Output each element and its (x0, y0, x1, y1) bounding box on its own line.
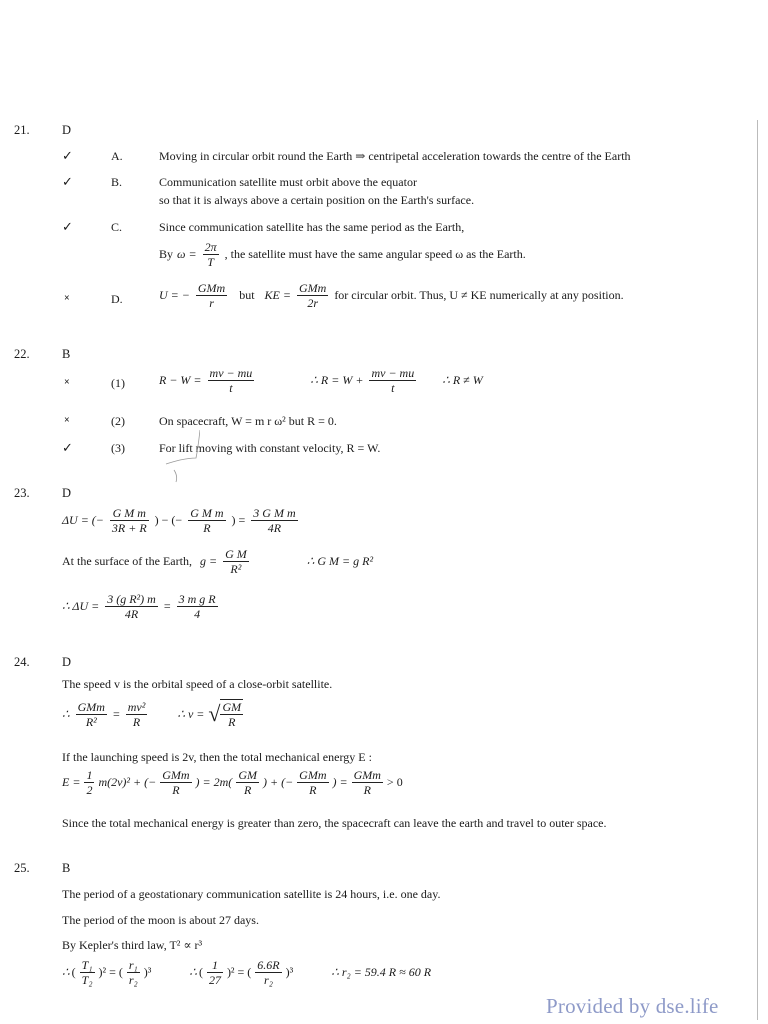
q21-c-label: C. (111, 220, 123, 234)
q25-text2: The period of the moon is about 27 days. (62, 913, 259, 927)
q25-therefore2: ∴ (189, 965, 197, 979)
q24-number: 24. (14, 655, 30, 669)
q23-therefore: ∴ ΔU = (62, 599, 100, 613)
q25-eq: ∴ ( $\frac{\text{T₁}}{\text{T₂}}$ )² = ( $\frac{\text{r₁}}{\text{r₂}}$ )³ ∴ ( $\frac{1}{27}$ )² = ( $\frac{6.6R}{\text{r₂}}$ )³ ∴ r₂ = 59.4 R ≈ 60 R (62, 958, 432, 987)
q24-frac2: $\frac{\text{mv²}}{R}$ (127, 699, 146, 729)
q23-number: 23. (14, 486, 30, 500)
q23-frac4: $\frac{\text{3 (g R²) m}}{4R}$ (107, 592, 156, 621)
q25-p4: )² = ( (226, 965, 252, 979)
q21-c-by: By (159, 247, 174, 261)
q22-2-mark: × (64, 415, 70, 426)
q24-sqrt: √ $\frac{GM}{R}$ (208, 700, 242, 729)
q24-text2: If the launching speed is 2v, then the total mechanical energy E : (62, 750, 372, 764)
q25-therefore1: ∴ (62, 965, 70, 979)
q22-2-label: (2) (111, 414, 125, 428)
q24-eq2 (62, 768, 403, 797)
q24-text3: Since the total mechanical energy is greater than zero, the spacecraft can leave the earth and travel to outer space. (62, 816, 607, 830)
q22-1-lhs: R − W = (159, 373, 202, 387)
q21-d-frac1: $\frac{\text{GMm}}{r}$ (197, 281, 226, 310)
q25-answer: B (62, 861, 71, 875)
q21-c-equation (159, 240, 526, 269)
q25-p5: )³ (285, 965, 294, 979)
q23-frac3: $\frac{\text{3 G M m}}{4R}$ (253, 506, 296, 535)
pen-scribble (160, 428, 200, 484)
q21-c-rest: , the satellite must have the same angular speed ω as the Earth. (224, 247, 526, 261)
q21-d-frac2: $\frac{\text{GMm}}{2r}$ (298, 281, 327, 310)
q24-therefore: ∴ (62, 706, 70, 721)
q23-frac5: $\frac{\text{3 m g R}}{4}$ (178, 592, 216, 621)
q22-1-frac1: $\frac{mv - mu}{t}$ (209, 366, 253, 395)
watermark-text: Provided by dse.life (546, 994, 719, 1018)
q22-1-frac2: $\frac{mv - mu}{t}$ (371, 366, 415, 395)
q24-e1: m(2v)² + (− (98, 775, 157, 789)
q24-answer: D (62, 655, 72, 669)
q22-1-label: (1) (111, 376, 125, 390)
q21-d-equation (159, 281, 624, 310)
q21-b-line1: Communication satellite must orbit above the equator (159, 175, 417, 189)
q24-half: $\frac{1}{2}$ (86, 768, 93, 797)
q25-p3: )³ (143, 965, 152, 979)
q22-number: 22. (14, 347, 30, 361)
q21-c-fraction: $\frac{2\pi}{T}$ (204, 240, 217, 269)
q21-d-ke: KE = (264, 288, 291, 302)
q24-e5: > 0 (386, 775, 403, 789)
q23-eq: ) = (231, 513, 246, 527)
q22-1-result: ∴ R ≠ W (442, 373, 483, 387)
q24-e4: ) = (332, 775, 348, 789)
scan-edge-line (757, 120, 758, 1020)
q22-3-text: For lift moving with constant velocity, R = W. (159, 441, 381, 455)
q23-frac1: $\frac{\text{G M m}}{3R + R}$ (111, 506, 147, 535)
q23-eq2-sign: = (163, 599, 171, 613)
q24-eq: = (112, 706, 120, 721)
q23-eq3 (62, 592, 220, 621)
q24-frac1: $\frac{\text{GMm}}{\text{R²}}$ (77, 699, 105, 729)
q23-g: g = (199, 554, 218, 568)
q21-d-mark: × (64, 293, 70, 304)
q21-b-mark: ✓ (62, 174, 73, 189)
q21-b-line2: so that it is always above a certain position on the Earth's surface. (159, 193, 475, 207)
q22-1-mark: × (64, 377, 70, 388)
q25-text1: The period of a geostationary communication satellite is 24 hours, i.e. one day. (62, 887, 441, 901)
q21-c-line1: Since communication satellite has the same period as the Earth, (159, 220, 465, 234)
q21-a-label: A. (111, 149, 123, 163)
q25-number: 25. (14, 861, 30, 875)
q23-eq2 (62, 547, 373, 576)
q21-d-u: U = − (159, 288, 190, 302)
q21-d-label: D. (111, 292, 123, 306)
q23-answer: D (62, 486, 72, 500)
q24-e3: ) + (− (262, 775, 294, 789)
q25-frac4: $\frac{6.6R}{\text{r₂}}$ (257, 958, 280, 987)
q24-eq1 (62, 699, 243, 729)
q24-e2: ) = 2m( (195, 775, 233, 789)
q24-e: E = (62, 775, 81, 789)
q23-frac2: $\frac{\text{G M m}}{R}$ (190, 506, 224, 535)
q23-surface-text: At the surface of the Earth, (62, 554, 192, 568)
q25-result: ∴ r₂ = 59.4 R ≈ 60 R (331, 965, 432, 979)
q21-d-but: but (239, 288, 255, 302)
q21-a-text: Moving in circular orbit round the Earth ⇒ centripetal acceleration towards the centre of the Earth (159, 149, 631, 163)
q22-1-mid: ∴ R = W + (310, 373, 364, 387)
q25-p2: )² = ( (98, 965, 123, 979)
q23-eq1 (62, 506, 300, 535)
q23-gm: ∴ G M = g R² (306, 554, 374, 568)
q24-frac5: $\frac{\text{GMm}}{R}$ (299, 768, 327, 797)
q24-frac6: $\frac{\text{GMm}}{R}$ (353, 768, 381, 797)
q25-frac1: $\frac{\text{T₁}}{\text{T₂}}$ (81, 958, 93, 987)
q22-2-text: On spacecraft, W = m r ω² but R = 0. (159, 414, 337, 428)
q23-du: ΔU = (− (62, 513, 104, 527)
q24-v: ∴ v = (177, 706, 205, 721)
q25-frac3: $\frac{1}{27}$ (208, 958, 221, 987)
q24-text1: The speed v is the orbital speed of a close-orbit satellite. (62, 677, 333, 691)
q21-c-omega: ω = (177, 247, 197, 261)
q24-frac3: $\frac{\text{GMm}}{R}$ (162, 768, 190, 797)
q22-3-label: (3) (111, 441, 125, 455)
q21-answer: D (62, 123, 72, 137)
q23-gfrac: $\frac{\text{G M}}{\text{R²}}$ (225, 547, 247, 576)
q22-1-equation (159, 366, 483, 395)
q23-mid: ) − (− (154, 513, 183, 527)
q24-frac4: $\frac{GM}{R}$ (238, 768, 257, 797)
q21-b-label: B. (111, 175, 123, 189)
q21-number: 21. (14, 123, 30, 137)
q21-d-rest: for circular orbit. Thus, U ≠ KE numerically at any position. (334, 288, 624, 302)
q22-3-mark: ✓ (62, 440, 73, 455)
q25-text3: By Kepler's third law, T² ∝ r³ (62, 938, 203, 952)
q21-c-mark: ✓ (62, 219, 73, 234)
q25-frac2: $\frac{\text{r₁}}{\text{r₂}}$ (128, 958, 138, 987)
q22-answer: B (62, 347, 71, 361)
q21-a-mark: ✓ (62, 148, 73, 163)
